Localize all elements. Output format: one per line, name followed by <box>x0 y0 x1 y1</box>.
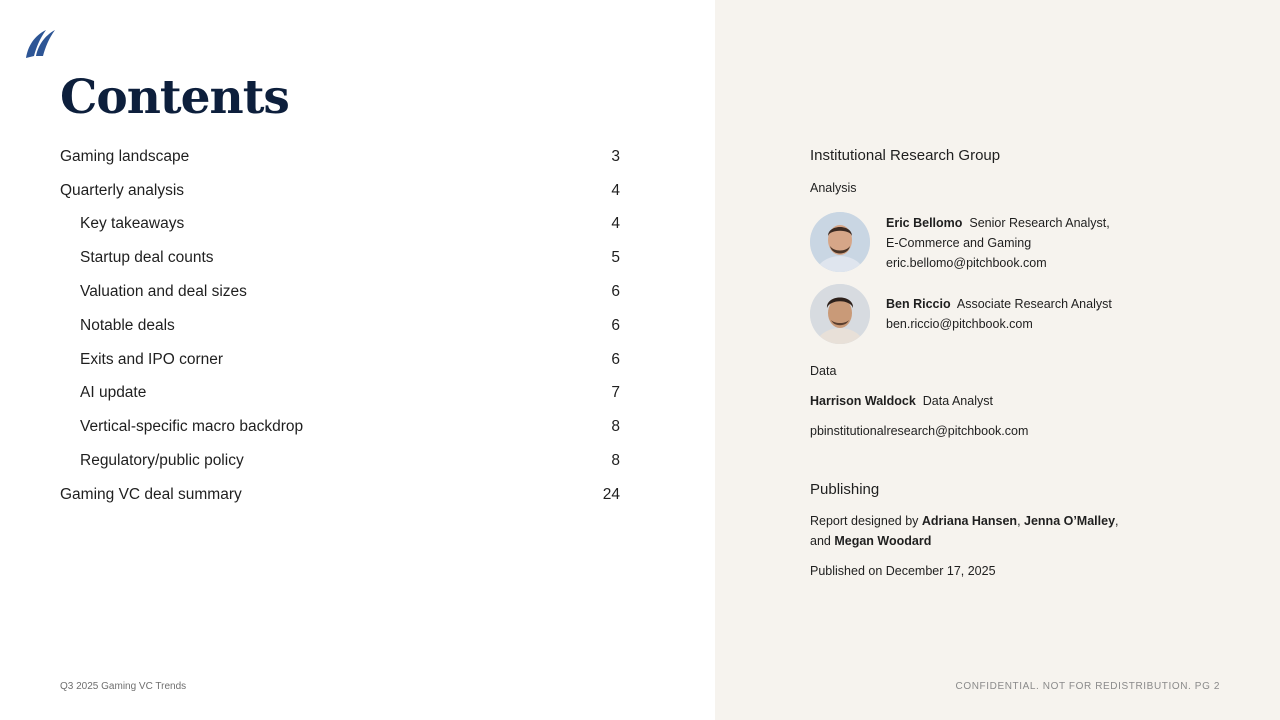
toc-item[interactable] <box>60 179 620 203</box>
footer-report-title: Q3 2025 Gaming VC Trends <box>60 681 187 692</box>
person-name: Eric Bellomo <box>886 216 963 230</box>
toc-item-label: Vertical-specific macro backdrop <box>80 418 304 435</box>
toc-item[interactable] <box>60 449 620 473</box>
toc-item[interactable] <box>60 212 620 236</box>
toc-item-label: Notable deals <box>80 317 175 334</box>
toc-item-page: 8 <box>611 452 620 469</box>
toc-item[interactable] <box>60 246 620 270</box>
person-name: Harrison Waldock <box>810 394 916 408</box>
footer-confidential: CONFIDENTIAL. NOT FOR REDISTRIBUTION. PG 2 <box>955 681 1220 692</box>
designed-prefix: Report designed by <box>810 514 922 528</box>
person-role: Data Analyst <box>922 394 993 408</box>
toc-item-page: 3 <box>611 148 620 165</box>
person-email[interactable]: ben.riccio@pitchbook.com <box>886 317 1033 331</box>
data-label: Data <box>810 364 837 378</box>
person-eric-bellomo <box>886 213 1146 273</box>
toc-item-page: 8 <box>611 418 620 435</box>
toc-item[interactable] <box>60 415 620 439</box>
toc-item-label: Gaming VC deal summary <box>60 486 242 503</box>
toc-item[interactable] <box>60 483 620 507</box>
toc-item-label: AI update <box>80 384 147 401</box>
avatar-eric-bellomo <box>810 212 870 272</box>
person-icon <box>810 284 870 344</box>
person-harrison-waldock <box>810 391 993 411</box>
designer-name: Megan Woodard <box>834 534 932 548</box>
toc-item[interactable] <box>60 145 620 169</box>
toc-item[interactable] <box>60 280 620 304</box>
publishing-heading: Publishing <box>810 481 880 498</box>
toc-item-label: Exits and IPO corner <box>80 351 224 368</box>
person-icon <box>810 212 870 272</box>
toc-item-page: 6 <box>611 317 620 334</box>
toc-item-page: 7 <box>611 384 620 401</box>
credits-panel <box>715 0 1280 720</box>
person-role: Senior Research Analyst, <box>969 216 1110 230</box>
toc-item-label: Regulatory/public policy <box>80 452 244 469</box>
toc-item-label: Startup deal counts <box>80 249 214 266</box>
person-name: Ben Riccio <box>886 297 951 311</box>
published-date: Published on December 17, 2025 <box>810 564 996 578</box>
toc-item[interactable] <box>60 348 620 372</box>
person-role: Associate Research Analyst <box>956 297 1112 311</box>
toc-item-label: Valuation and deal sizes <box>80 283 247 300</box>
person-role-line2: E-Commerce and Gaming <box>886 236 1032 250</box>
person-email[interactable]: eric.bellomo@pitchbook.com <box>886 256 1047 270</box>
toc-item-page: 4 <box>611 215 620 232</box>
toc-item[interactable] <box>60 381 620 405</box>
toc-item-page: 24 <box>602 486 620 503</box>
toc-item-label: Gaming landscape <box>60 148 190 165</box>
toc-item-label: Quarterly analysis <box>60 182 185 199</box>
designers-credit <box>810 511 1130 551</box>
toc-item-page: 5 <box>611 249 620 266</box>
designer-name: Adriana Hansen <box>921 514 1018 528</box>
page-title: Contents <box>60 70 289 125</box>
person-ben-riccio <box>886 294 1146 334</box>
avatar-ben-riccio <box>810 284 870 344</box>
pitchbook-logo-icon <box>24 26 58 60</box>
and-text: and <box>810 534 835 548</box>
analysis-label: Analysis <box>810 181 857 195</box>
toc-item[interactable] <box>60 314 620 338</box>
separator: , <box>1017 514 1025 528</box>
designer-name: Jenna O’Malley <box>1024 514 1116 528</box>
research-email[interactable]: pbinstitutionalresearch@pitchbook.com <box>810 424 1029 438</box>
toc-item-page: 4 <box>611 182 620 199</box>
toc-item-page: 6 <box>611 283 620 300</box>
toc-item-page: 6 <box>611 351 620 368</box>
research-group-heading: Institutional Research Group <box>810 147 1001 164</box>
separator: , <box>1115 514 1119 528</box>
toc-item-label: Key takeaways <box>80 215 185 232</box>
